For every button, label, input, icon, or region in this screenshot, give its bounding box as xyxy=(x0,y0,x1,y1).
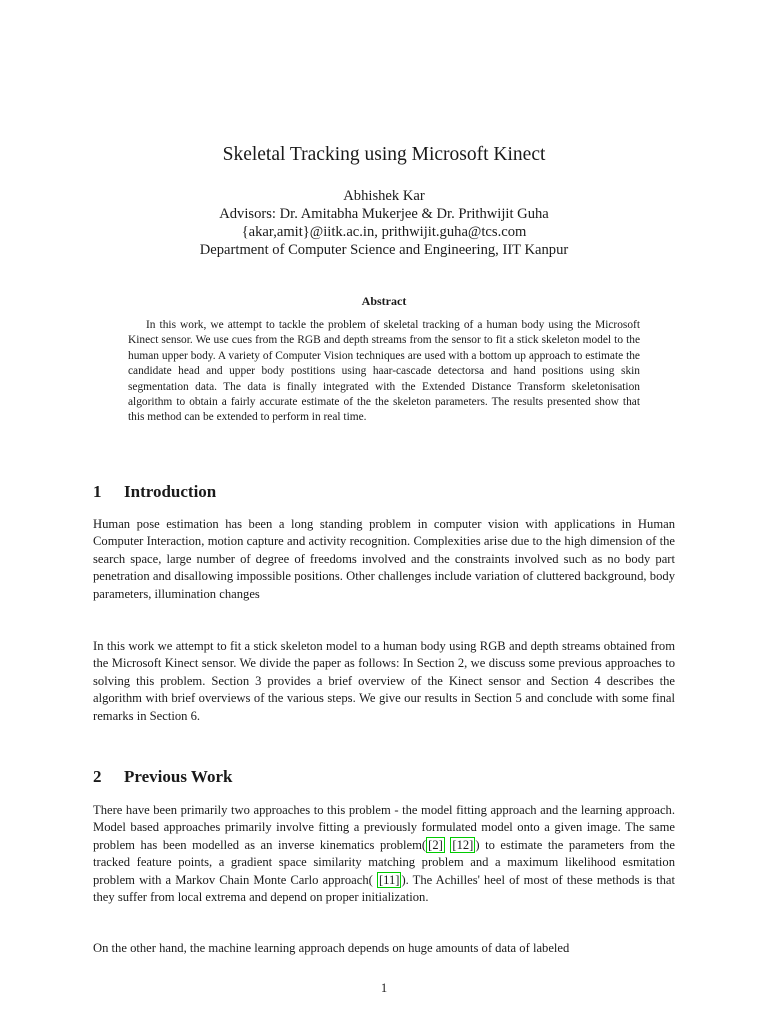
citation-link[interactable]: [12] xyxy=(452,837,474,852)
previous-work-paragraph-1 xyxy=(93,802,675,906)
paper-title: Skeletal Tracking using Microsoft Kinect xyxy=(222,144,546,165)
previous-work-paragraph-2: On the other hand, the machine learning approach depends on huge amounts of data of labeled xyxy=(93,941,570,955)
abstract-text: In this work, we attempt to tackle the problem of skeletal tracking of a human body using the Microsoft Kinect sensor. We use cues from the RGB and depth streams from the sensor to fit a stick skeleton model to the human upper body. A variety of Computer Vision techniques are used with a bottom up approach to estimate the candidate head and upper body postitions using haar-cascade detectorsa and hand positions using skin segmentation data. The data is finally integrated with the Extended Distance Transform skeletonisation algorithm to obtain a fairly accurate estimate of the the skeleton parameters. The results presented show that this method can be extended to perform in real time. xyxy=(128,319,640,424)
page-number: 1 xyxy=(380,981,388,995)
emails-line: {akar,amit}@iitk.ac.in, prithwijit.guha@tcs.com xyxy=(241,224,527,240)
abstract-heading: Abstract xyxy=(361,294,407,308)
author-block xyxy=(0,187,768,259)
section-heading-previous-work xyxy=(93,766,232,788)
section-title: Introduction xyxy=(124,482,217,501)
affiliation-line: Department of Computer Science and Engineering, IIT Kanpur xyxy=(199,242,569,258)
intro-paragraph-2: In this work we attempt to fit a stick skeleton model to a human body using RGB and depth streams obtained from the Microsoft Kinect sensor. We divide the paper as follows: In Section 2, we discuss some previous approaches to solving this problem. Section 3 provides a brief overview of the Kinect sensor and Section 4 describes the algorithm with brief overviews of the various steps. We give our results in Section 5 and conclude with some final remarks in Section 6. xyxy=(93,639,675,723)
paragraph-text: There have been primarily two approaches to this problem - the model fitting approach and the learning approach. Model based approaches primarily involve fitting a previously formulated model onto a given image. The same problem has been modelled as an inverse kinematics problem( xyxy=(93,803,675,852)
author-name: Abhishek Kar xyxy=(343,188,425,204)
section-heading-introduction xyxy=(93,481,216,503)
section-number: 2 xyxy=(93,767,102,786)
citation-link[interactable]: [11] xyxy=(378,872,400,887)
citation-link[interactable]: [2] xyxy=(428,837,443,852)
paragraph-text: ) to estimate the parameters from the tracked feature points, a gradient space similarity matching problem and a maximum likelihood esmitation problem with a Markov Chain Monte Carlo approach( xyxy=(93,837,676,887)
paragraph-text: ). The Achilles' heel of most of these methods is that they suffer from local extrema and depend on proper initialization. xyxy=(93,872,675,905)
section-title: Previous Work xyxy=(124,767,233,786)
intro-paragraph-1: Human pose estimation has been a long standing problem in computer vision with applications in Human Computer Interaction, motion capture and activity recognition. Complexities arise due to the high dimension of the search space, large number of degree of freedoms involved and the constraints involved such as no body part penetration and disallowing impossible positions. Other challenges include variation of cluttered background, body parameters, illumination changes xyxy=(93,517,675,601)
section-number: 1 xyxy=(93,482,102,501)
advisors-line: Advisors: Dr. Amitabha Mukerjee & Dr. Prithwijit Guha xyxy=(219,206,549,222)
